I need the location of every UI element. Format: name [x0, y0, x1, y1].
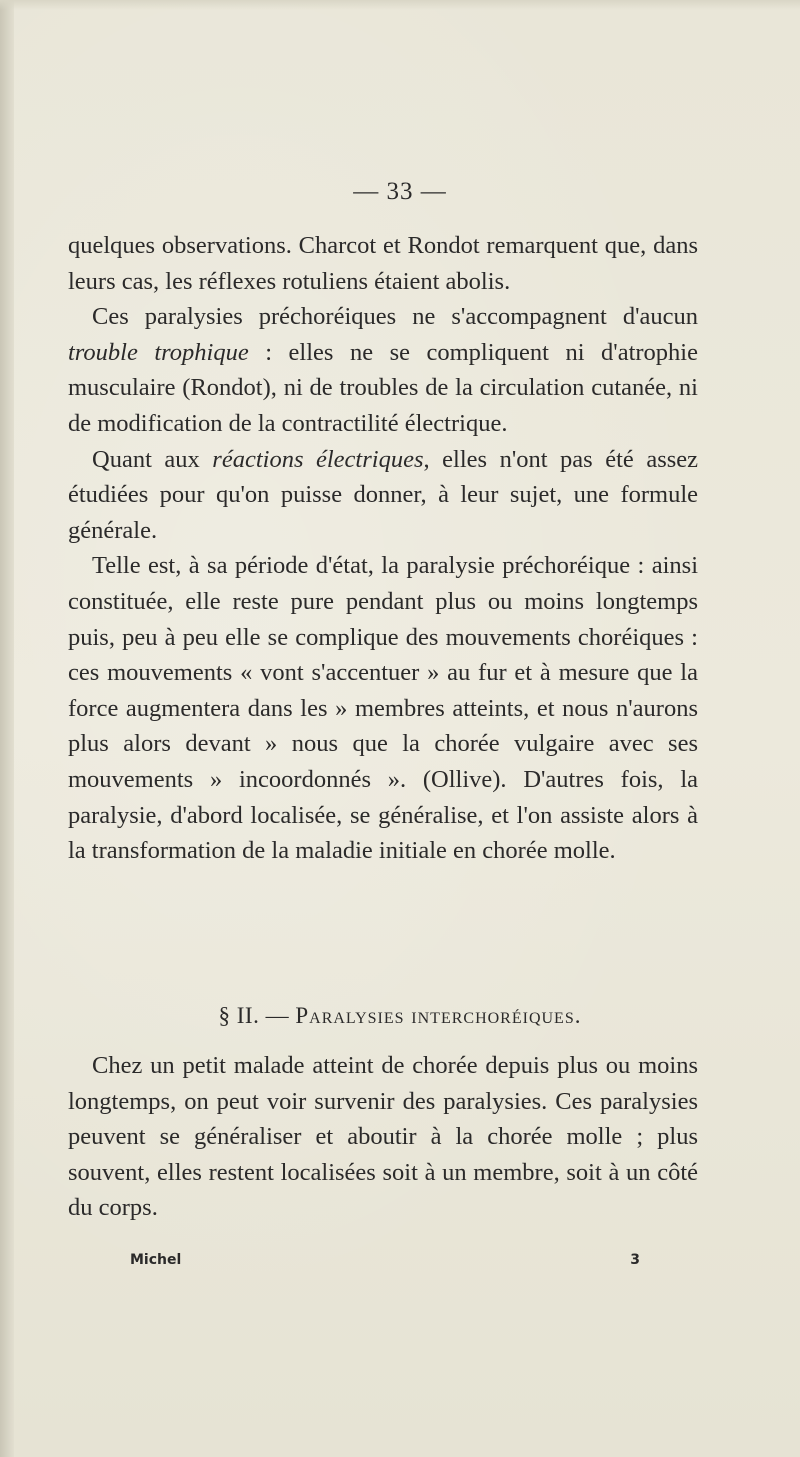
paragraph-text: , elles n'ont pas été assez étudiées pour qu'on puisse donner, à leur sujet, une formule générale. [68, 445, 699, 544]
paragraph-trophic [68, 299, 698, 441]
page-footer [130, 1252, 640, 1268]
page-left-edge [0, 0, 14, 1457]
section-number: § II. — [218, 1003, 296, 1028]
footer-signature: 3 [630, 1252, 640, 1268]
paragraph-electric [68, 442, 698, 549]
paragraph-state: Telle est, à sa période d'état, la paralysie préchoréique : ainsi constituée, elle reste pure pendant plus ou moins longtemps puis, peu à peu elle se complique des mouvements choréiques : ces mouvements « vont s'accentuer » au fur et à mesure que la force augmentera dans les » membres atteints, et nous n'aurons plus alors devant » nous que la chorée vulgaire avec ses mouvements » incoordonnés ». (Ollive). D'autres fois, la paralysie, d'abord localisée, se généralise, et l'on assiste alors à la transformation de la maladie initiale en chorée molle. [68, 552, 698, 865]
paragraph-text: Quant aux [92, 445, 213, 473]
paragraph-interchoreic: Chez un petit malade atteint de chorée depuis plus ou moins longtemps, on peut voir survenir des paralysies. Ces paralysies peuvent se généraliser et aboutir à la chorée molle ; plus souvent, elles restent localisées soit à un membre, soit à un côté du corps. [68, 1052, 698, 1222]
paragraph-text: : elles ne se compliquent ni d'atrophie musculaire (Rondot), ni de troubles de la circulation cutanée, ni de modification de la contractilité électrique. [68, 338, 698, 437]
page-top-edge [0, 0, 800, 10]
body-text [68, 228, 698, 869]
section-body [68, 1048, 698, 1226]
page-number: — 33 — [353, 178, 447, 205]
section-title: Paralysies interchoréiques. [295, 1003, 582, 1028]
italic-term: trouble trophique [68, 338, 249, 366]
footer-author: Michel [130, 1252, 182, 1268]
italic-term: réactions électriques [212, 445, 424, 473]
section-heading [0, 1003, 800, 1029]
paragraph-text: Ces paralysies préchoréiques ne s'accompagnent d'aucun [92, 303, 698, 331]
paragraph-continued: quelques observations. Charcot et Rondot remarquent que, dans leurs cas, les réflexes rotuliens étaient abolis. [68, 232, 698, 295]
